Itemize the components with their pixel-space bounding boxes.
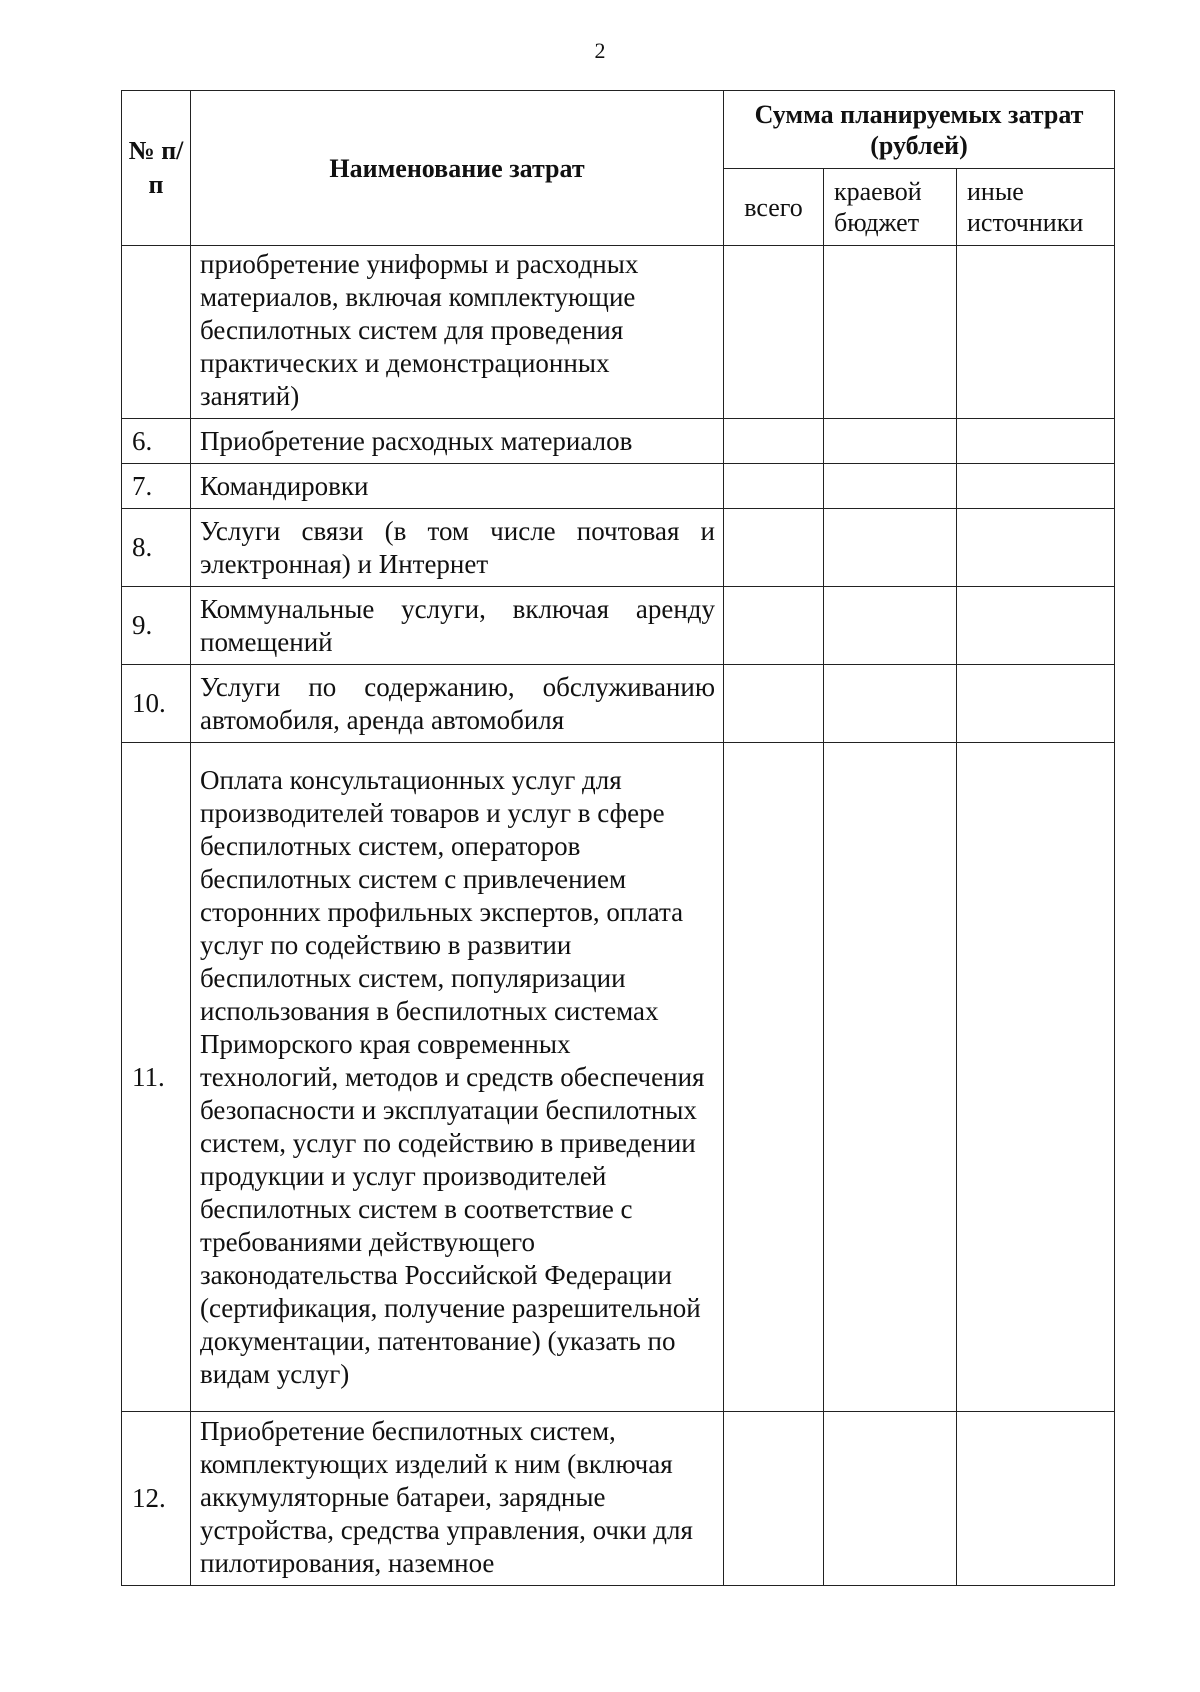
cell-total <box>724 464 824 509</box>
cell-regional-budget <box>824 509 957 587</box>
cell-total <box>724 743 824 1412</box>
row-name: приобретение униформы и расходных материалов, включая комплектующие беспилотных систем для проведения практических и демонстрационных занятий) <box>191 246 724 419</box>
cell-other-sources <box>957 665 1115 743</box>
cell-other-sources <box>957 587 1115 665</box>
cell-regional-budget <box>824 665 957 743</box>
cell-regional-budget <box>824 1412 957 1586</box>
cost-table <box>121 90 1115 1586</box>
header-total: всего <box>724 169 824 246</box>
row-name: Оплата консультационных услуг для производителей товаров и услуг в сфере беспилотных систем, операторов беспилотных систем с привлечением сторонних профильных экспертов, оплата услуг по содействию в развитии беспилотных систем, популяризации использования в беспилотных системах Приморского края современных технологий, методов и средств обеспечения безопасности и эксплуатации беспилотных систем, услуг по содействию в приведении продукции и услуг производителей беспилотных систем в соответствие с требованиями действующего законодательства Российской Федерации (сертификация, получение разрешительной документации, патентование) (указать по видам услуг) <box>191 743 724 1412</box>
cell-other-sources <box>957 419 1115 464</box>
cell-regional-budget <box>824 743 957 1412</box>
table-row <box>122 1412 1115 1586</box>
table-row <box>122 419 1115 464</box>
row-name: Услуги связи (в том числе почтовая и электронная) и Интернет <box>191 509 724 587</box>
row-number: 8. <box>122 509 191 587</box>
row-number: 7. <box>122 464 191 509</box>
cell-total <box>724 509 824 587</box>
row-number: 11. <box>122 743 191 1412</box>
cell-total <box>724 587 824 665</box>
row-number: 6. <box>122 419 191 464</box>
cell-other-sources <box>957 743 1115 1412</box>
table-row <box>122 665 1115 743</box>
cell-regional-budget <box>824 419 957 464</box>
row-name: Командировки <box>191 464 724 509</box>
cell-total <box>724 246 824 419</box>
header-regional-budget: краевой бюджет <box>824 169 957 246</box>
cell-total <box>724 1412 824 1586</box>
cell-regional-budget <box>824 587 957 665</box>
page-number: 2 <box>594 38 606 63</box>
header-number: № п/п <box>122 91 191 246</box>
row-number <box>122 246 191 419</box>
cell-other-sources <box>957 509 1115 587</box>
cell-total <box>724 665 824 743</box>
table-row <box>122 509 1115 587</box>
row-number: 9. <box>122 587 191 665</box>
row-name: Приобретение расходных материалов <box>191 419 724 464</box>
row-name: Услуги по содержанию, обслуживанию автомобиля, аренда автомобиля <box>191 665 724 743</box>
cell-other-sources <box>957 246 1115 419</box>
header-name: Наименование затрат <box>191 91 724 246</box>
cell-total <box>724 419 824 464</box>
table-row <box>122 587 1115 665</box>
cell-other-sources <box>957 1412 1115 1586</box>
cell-other-sources <box>957 464 1115 509</box>
cell-regional-budget <box>824 246 957 419</box>
header-planned-sum: Сумма планируемых затрат (рублей) <box>724 91 1115 169</box>
row-number: 10. <box>122 665 191 743</box>
row-name: Приобретение беспилотных систем, комплектующих изделий к ним (включая аккумуляторные батареи, зарядные устройства, средства управления, очки для пилотирования, наземное <box>191 1412 724 1586</box>
table-row <box>122 246 1115 419</box>
row-number: 12. <box>122 1412 191 1586</box>
header-other-sources: иные источники <box>957 169 1115 246</box>
row-name: Коммунальные услуги, включая аренду помещений <box>191 587 724 665</box>
table-row <box>122 743 1115 1412</box>
table-row <box>122 464 1115 509</box>
cell-regional-budget <box>824 464 957 509</box>
